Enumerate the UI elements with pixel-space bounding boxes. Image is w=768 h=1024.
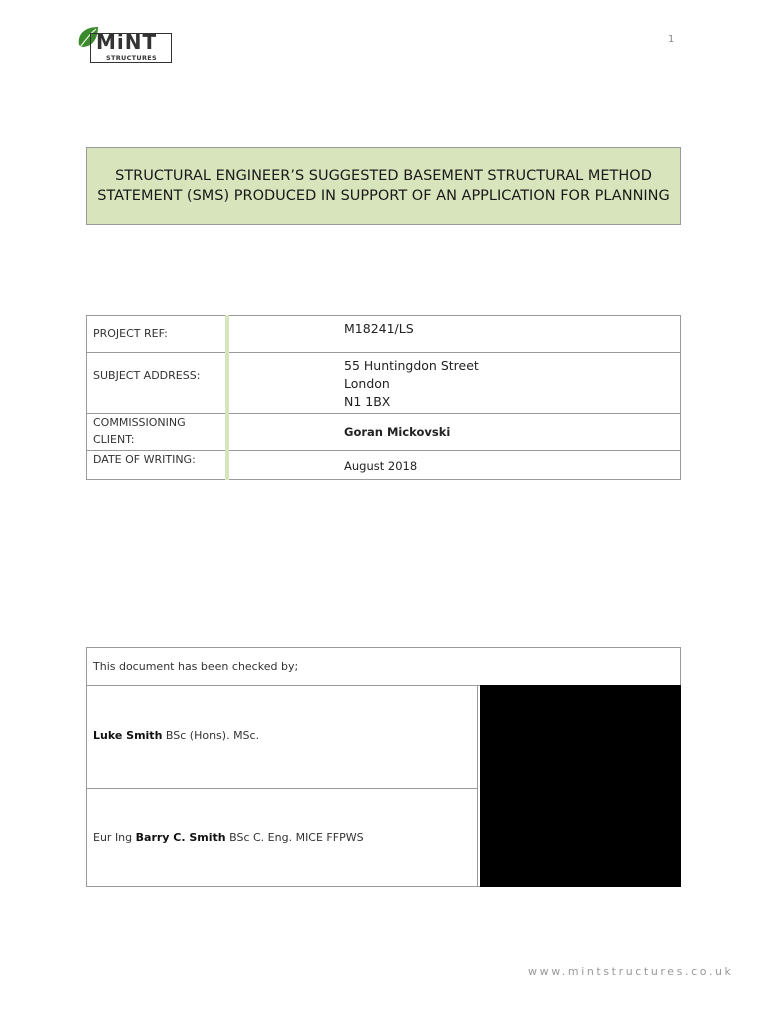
signer-line <box>93 831 364 844</box>
signer-row <box>87 789 478 886</box>
signer-name: Luke Smith <box>93 729 163 742</box>
date-of-writing-value: August 2018 <box>344 459 418 473</box>
project-details-table <box>86 315 681 480</box>
document-title: STRUCTURAL ENGINEER’S SUGGESTED BASEMENT STRUCTURAL METHOD STATEMENT (SMS) PRODUCED IN SUPPORT OF AN APPLICATION FOR PLANNING <box>97 168 670 204</box>
checked-by-table <box>86 647 681 887</box>
table-row <box>87 353 681 414</box>
footer-website: www.mintstructures.co.uk <box>528 965 734 978</box>
redacted-signature-block <box>480 685 681 887</box>
address-line-2: London <box>344 376 390 391</box>
client-name: Goran Mickovski <box>344 425 451 439</box>
logo-subtext: STRUCTURES <box>106 54 158 62</box>
document-title-box <box>86 147 681 225</box>
checked-by-header <box>87 648 680 686</box>
signer-credentials: BSc (Hons). MSc. <box>162 729 260 742</box>
signer-row <box>87 685 478 789</box>
company-logo <box>76 25 176 67</box>
checked-by-heading: This document has been checked by; <box>93 660 299 673</box>
table-row <box>87 316 681 353</box>
subject-address-label: SUBJECT ADDRESS: <box>93 369 201 382</box>
signer-name: Barry C. Smith <box>135 831 226 844</box>
signer-credentials: BSc C. Eng. MICE FFPWS <box>225 831 364 844</box>
project-ref-value: M18241/LS <box>344 321 414 336</box>
table-row <box>87 414 681 451</box>
commissioning-client-label: COMMISSIONING CLIENT: <box>93 416 186 446</box>
date-of-writing-label: DATE OF WRITING: <box>93 453 196 466</box>
signer-line <box>93 729 259 742</box>
table-row <box>87 451 681 480</box>
page-number: 1 <box>668 34 675 45</box>
address-line-1: 55 Huntingdon Street <box>344 358 479 373</box>
signer-prefix: Eur Ing <box>93 831 136 844</box>
project-ref-label: PROJECT REF: <box>93 327 168 340</box>
logo-wordmark: MiNT <box>96 30 158 54</box>
address-line-3: N1 1BX <box>344 394 391 409</box>
